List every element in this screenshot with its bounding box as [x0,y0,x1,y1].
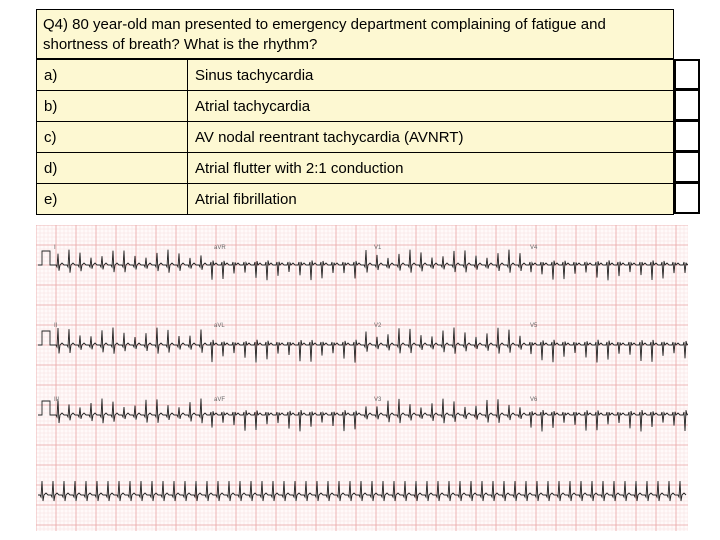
ecg-lead-label: V3 [374,397,382,403]
question-text: Q4) 80 year-old man presented to emergency department complaining of fatigue and shortness of breath? What is the rhythm? [43,16,606,53]
option-row-d[interactable] [37,153,674,184]
ecg-lead-label: V5 [530,323,538,329]
answer-box-a[interactable] [674,59,700,90]
ecg-lead-label: V2 [374,323,382,329]
answer-boxes [674,59,700,214]
option-text: Atrial tachycardia [188,91,674,122]
answer-box-c[interactable] [674,121,700,152]
question-box [36,9,674,59]
ecg-strip-image [36,225,688,531]
answer-box-d[interactable] [674,152,700,183]
option-letter: a) [37,60,188,91]
option-text: Atrial flutter with 2:1 conduction [188,153,674,184]
options-table [36,59,674,215]
answer-box-b[interactable] [674,90,700,121]
ecg-lead-label: aVL [214,323,225,329]
answer-box-e[interactable] [674,183,700,214]
ecg-lead-label: V1 [374,245,382,251]
option-row-b[interactable] [37,91,674,122]
option-letter: b) [37,91,188,122]
ecg-lead-label: V4 [530,245,538,251]
option-text: AV nodal reentrant tachycardia (AVNRT) [188,122,674,153]
ecg-lead-label: V6 [530,397,538,403]
option-text: Sinus tachycardia [188,60,674,91]
ecg-lead-label: aVR [214,245,226,251]
option-row-a[interactable] [37,60,674,91]
option-row-e[interactable] [37,184,674,215]
ecg-lead-label: aVF [214,397,226,403]
option-letter: e) [37,184,188,215]
option-letter: d) [37,153,188,184]
option-letter: c) [37,122,188,153]
ecg-lead-label: III [54,397,60,403]
option-text: Atrial fibrillation [188,184,674,215]
ecg-lead-label: II [54,323,58,329]
option-row-c[interactable] [37,122,674,153]
ecg-lead-label: I [54,245,56,251]
